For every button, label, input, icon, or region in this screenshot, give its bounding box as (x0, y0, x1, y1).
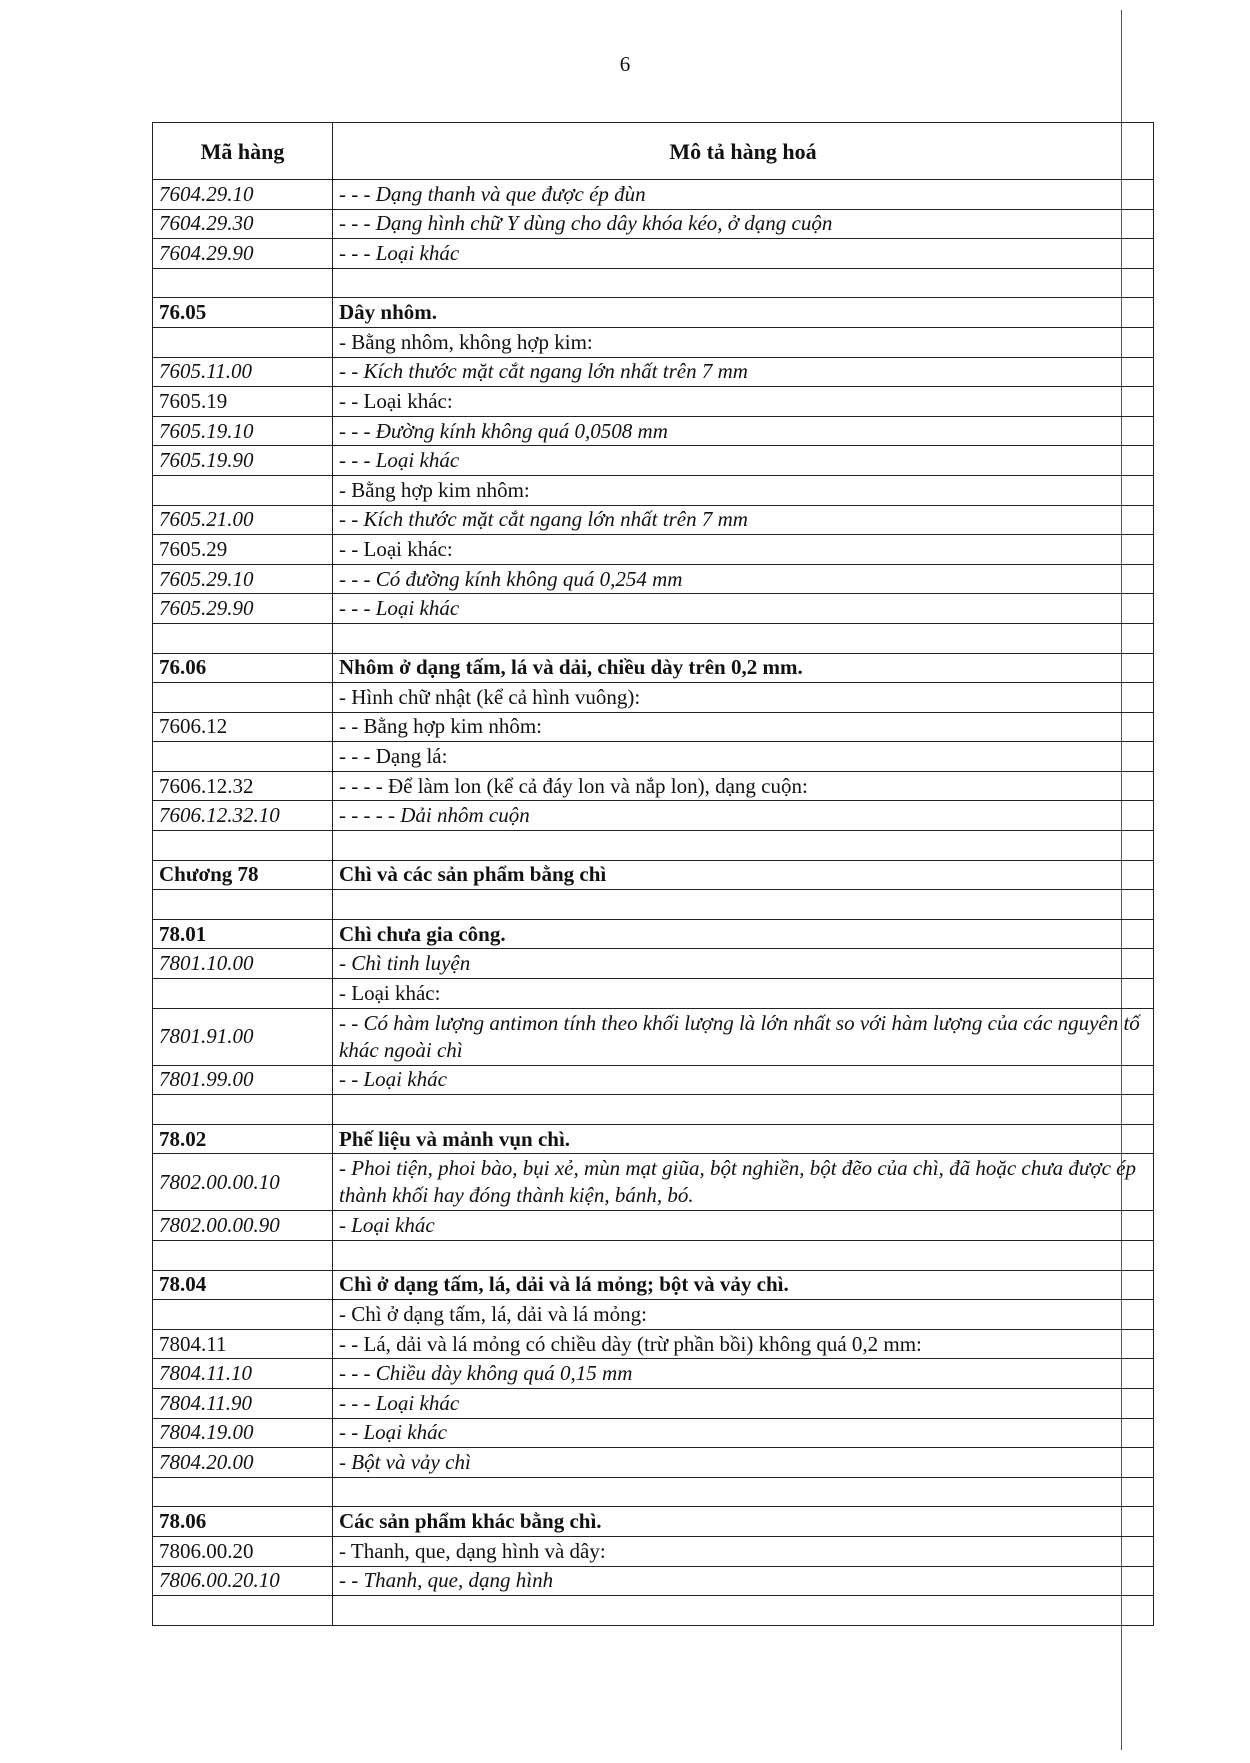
table-row (153, 239, 1154, 269)
table-row (153, 209, 1154, 239)
item-code: 76.05 (153, 298, 333, 328)
item-code: 7804.19.00 (153, 1418, 333, 1448)
table-row (153, 1270, 1154, 1300)
item-description: - - - Dạng lá: (333, 742, 1154, 772)
table-body (153, 180, 1154, 1626)
item-code (153, 623, 333, 653)
table-row (153, 919, 1154, 949)
item-description: - - Loại khác (333, 1418, 1154, 1448)
table-row (153, 1507, 1154, 1537)
item-code: 78.04 (153, 1270, 333, 1300)
table-row (153, 594, 1154, 624)
item-code: 7801.99.00 (153, 1065, 333, 1095)
item-code (153, 1596, 333, 1626)
item-code: 7802.00.00.90 (153, 1211, 333, 1241)
item-description (333, 268, 1154, 298)
item-code (153, 742, 333, 772)
item-description: Nhôm ở dạng tấm, lá và dải, chiều dày trên 0,2 mm. (333, 653, 1154, 683)
item-code: 78.02 (153, 1124, 333, 1154)
item-description: - Bằng hợp kim nhôm: (333, 475, 1154, 505)
table-header-row (153, 123, 1154, 180)
item-code: Chương 78 (153, 860, 333, 890)
table-row (153, 1154, 1154, 1211)
page-number: 6 (619, 52, 631, 76)
item-description: - - - - Để làm lon (kể cả đáy lon và nắp lon), dạng cuộn: (333, 771, 1154, 801)
item-code: 7804.11.90 (153, 1388, 333, 1418)
table-row (153, 387, 1154, 417)
item-code: 7605.21.00 (153, 505, 333, 535)
item-description: Các sản phẩm khác bằng chì. (333, 1507, 1154, 1537)
item-description: - - Loại khác (333, 1065, 1154, 1095)
table-row (153, 535, 1154, 565)
table-row (153, 416, 1154, 446)
table-row (153, 1329, 1154, 1359)
item-description: - - Có hàm lượng antimon tính theo khối lượng là lớn nhất so với hàm lượng của các nguyên tố khác ngoài chì (333, 1008, 1154, 1065)
table-row (153, 683, 1154, 713)
item-description: - - - Có đường kính không quá 0,254 mm (333, 564, 1154, 594)
table-row (153, 1211, 1154, 1241)
item-code: 7804.11 (153, 1329, 333, 1359)
item-code: 7801.91.00 (153, 1008, 333, 1065)
item-code: 7605.19.10 (153, 416, 333, 446)
item-code: 76.06 (153, 653, 333, 683)
table-row (153, 979, 1154, 1009)
table-row (153, 357, 1154, 387)
item-code: 7606.12 (153, 712, 333, 742)
item-code (153, 1095, 333, 1125)
item-description: Chì chưa gia công. (333, 919, 1154, 949)
table-row (153, 949, 1154, 979)
item-code: 7605.29.90 (153, 594, 333, 624)
item-code: 7605.11.00 (153, 357, 333, 387)
table-row (153, 1596, 1154, 1626)
item-description: - Bột và vảy chì (333, 1448, 1154, 1478)
item-description (333, 831, 1154, 861)
table-row (153, 771, 1154, 801)
item-description: Dây nhôm. (333, 298, 1154, 328)
item-description (333, 1241, 1154, 1271)
item-description: - - Lá, dải và lá mỏng có chiều dày (trừ phần bồi) không quá 0,2 mm: (333, 1329, 1154, 1359)
item-description: - Chì tinh luyện (333, 949, 1154, 979)
item-description (333, 1477, 1154, 1507)
item-code: 7606.12.32.10 (153, 801, 333, 831)
item-description: - - Kích thước mặt cắt ngang lớn nhất trên 7 mm (333, 505, 1154, 535)
item-code (153, 831, 333, 861)
item-code: 7605.19.90 (153, 446, 333, 476)
item-description: - - - Loại khác (333, 446, 1154, 476)
table-row (153, 1095, 1154, 1125)
item-code: 7604.29.30 (153, 209, 333, 239)
item-description: - - - Loại khác (333, 239, 1154, 269)
item-description: - - Loại khác: (333, 535, 1154, 565)
table-row (153, 475, 1154, 505)
item-description: - Loại khác: (333, 979, 1154, 1009)
item-code: 7804.20.00 (153, 1448, 333, 1478)
table-row (153, 1359, 1154, 1389)
table-row (153, 268, 1154, 298)
table-row (153, 327, 1154, 357)
item-description: - - Thanh, que, dạng hình (333, 1566, 1154, 1596)
table-row (153, 1448, 1154, 1478)
item-description (333, 623, 1154, 653)
table-row (153, 623, 1154, 653)
item-code: 7801.10.00 (153, 949, 333, 979)
item-description: - - - Dạng hình chữ Y dùng cho dây khóa kéo, ở dạng cuộn (333, 209, 1154, 239)
table-row (153, 742, 1154, 772)
item-description (333, 1095, 1154, 1125)
item-description: - - Bằng hợp kim nhôm: (333, 712, 1154, 742)
table-row (153, 446, 1154, 476)
header-description: Mô tả hàng hoá (333, 123, 1154, 180)
table-row (153, 801, 1154, 831)
item-code (153, 268, 333, 298)
item-code: 78.06 (153, 1507, 333, 1537)
table-row (153, 1241, 1154, 1271)
table-row (153, 1300, 1154, 1330)
item-description: - - - - - Dải nhôm cuộn (333, 801, 1154, 831)
header-code: Mã hàng (153, 123, 333, 180)
item-description: - Chì ở dạng tấm, lá, dải và lá mỏng: (333, 1300, 1154, 1330)
item-description: - Bằng nhôm, không hợp kim: (333, 327, 1154, 357)
table-row (153, 564, 1154, 594)
item-code (153, 1300, 333, 1330)
table-row (153, 505, 1154, 535)
item-code (153, 475, 333, 505)
table-row (153, 1536, 1154, 1566)
table-row (153, 1477, 1154, 1507)
item-description: - - - Đường kính không quá 0,0508 mm (333, 416, 1154, 446)
item-code: 7604.29.90 (153, 239, 333, 269)
item-code: 7606.12.32 (153, 771, 333, 801)
item-description: Chì và các sản phẩm bằng chì (333, 860, 1154, 890)
item-description: - - Loại khác: (333, 387, 1154, 417)
tariff-table (152, 122, 1154, 1626)
table-row (153, 1124, 1154, 1154)
item-description (333, 890, 1154, 920)
item-code: 78.01 (153, 919, 333, 949)
table-row (153, 890, 1154, 920)
item-code: 7806.00.20 (153, 1536, 333, 1566)
item-code: 7802.00.00.10 (153, 1154, 333, 1211)
table-row (153, 1065, 1154, 1095)
item-description: Chì ở dạng tấm, lá, dải và lá mỏng; bột và vảy chì. (333, 1270, 1154, 1300)
item-description: - - Kích thước mặt cắt ngang lớn nhất trên 7 mm (333, 357, 1154, 387)
item-code: 7604.29.10 (153, 180, 333, 210)
item-description: - Loại khác (333, 1211, 1154, 1241)
table-row (153, 653, 1154, 683)
item-code (153, 683, 333, 713)
item-description: - Thanh, que, dạng hình và dây: (333, 1536, 1154, 1566)
item-code (153, 890, 333, 920)
item-code (153, 979, 333, 1009)
item-code (153, 1241, 333, 1271)
item-description: - Phoi tiện, phoi bào, bụi xẻ, mùn mạt giũa, bột nghiền, bột đẽo của chì, đã hoặc chưa được ép thành khối hay đóng thành kiện, bánh, bó. (333, 1154, 1154, 1211)
item-description: Phế liệu và mảnh vụn chì. (333, 1124, 1154, 1154)
table-row (153, 712, 1154, 742)
table-row (153, 180, 1154, 210)
item-code (153, 327, 333, 357)
table-row (153, 1388, 1154, 1418)
table-row (153, 1008, 1154, 1065)
item-description: - Hình chữ nhật (kể cả hình vuông): (333, 683, 1154, 713)
item-code (153, 1477, 333, 1507)
item-description (333, 1596, 1154, 1626)
item-description: - - - Loại khác (333, 1388, 1154, 1418)
table-row (153, 1418, 1154, 1448)
table-row (153, 1566, 1154, 1596)
table-row (153, 860, 1154, 890)
item-code: 7806.00.20.10 (153, 1566, 333, 1596)
table-row (153, 831, 1154, 861)
item-description: - - - Loại khác (333, 594, 1154, 624)
item-code: 7605.29 (153, 535, 333, 565)
table-row (153, 298, 1154, 328)
item-code: 7605.29.10 (153, 564, 333, 594)
item-description: - - - Chiều dày không quá 0,15 mm (333, 1359, 1154, 1389)
item-description: - - - Dạng thanh và que được ép đùn (333, 180, 1154, 210)
item-code: 7804.11.10 (153, 1359, 333, 1389)
item-code: 7605.19 (153, 387, 333, 417)
